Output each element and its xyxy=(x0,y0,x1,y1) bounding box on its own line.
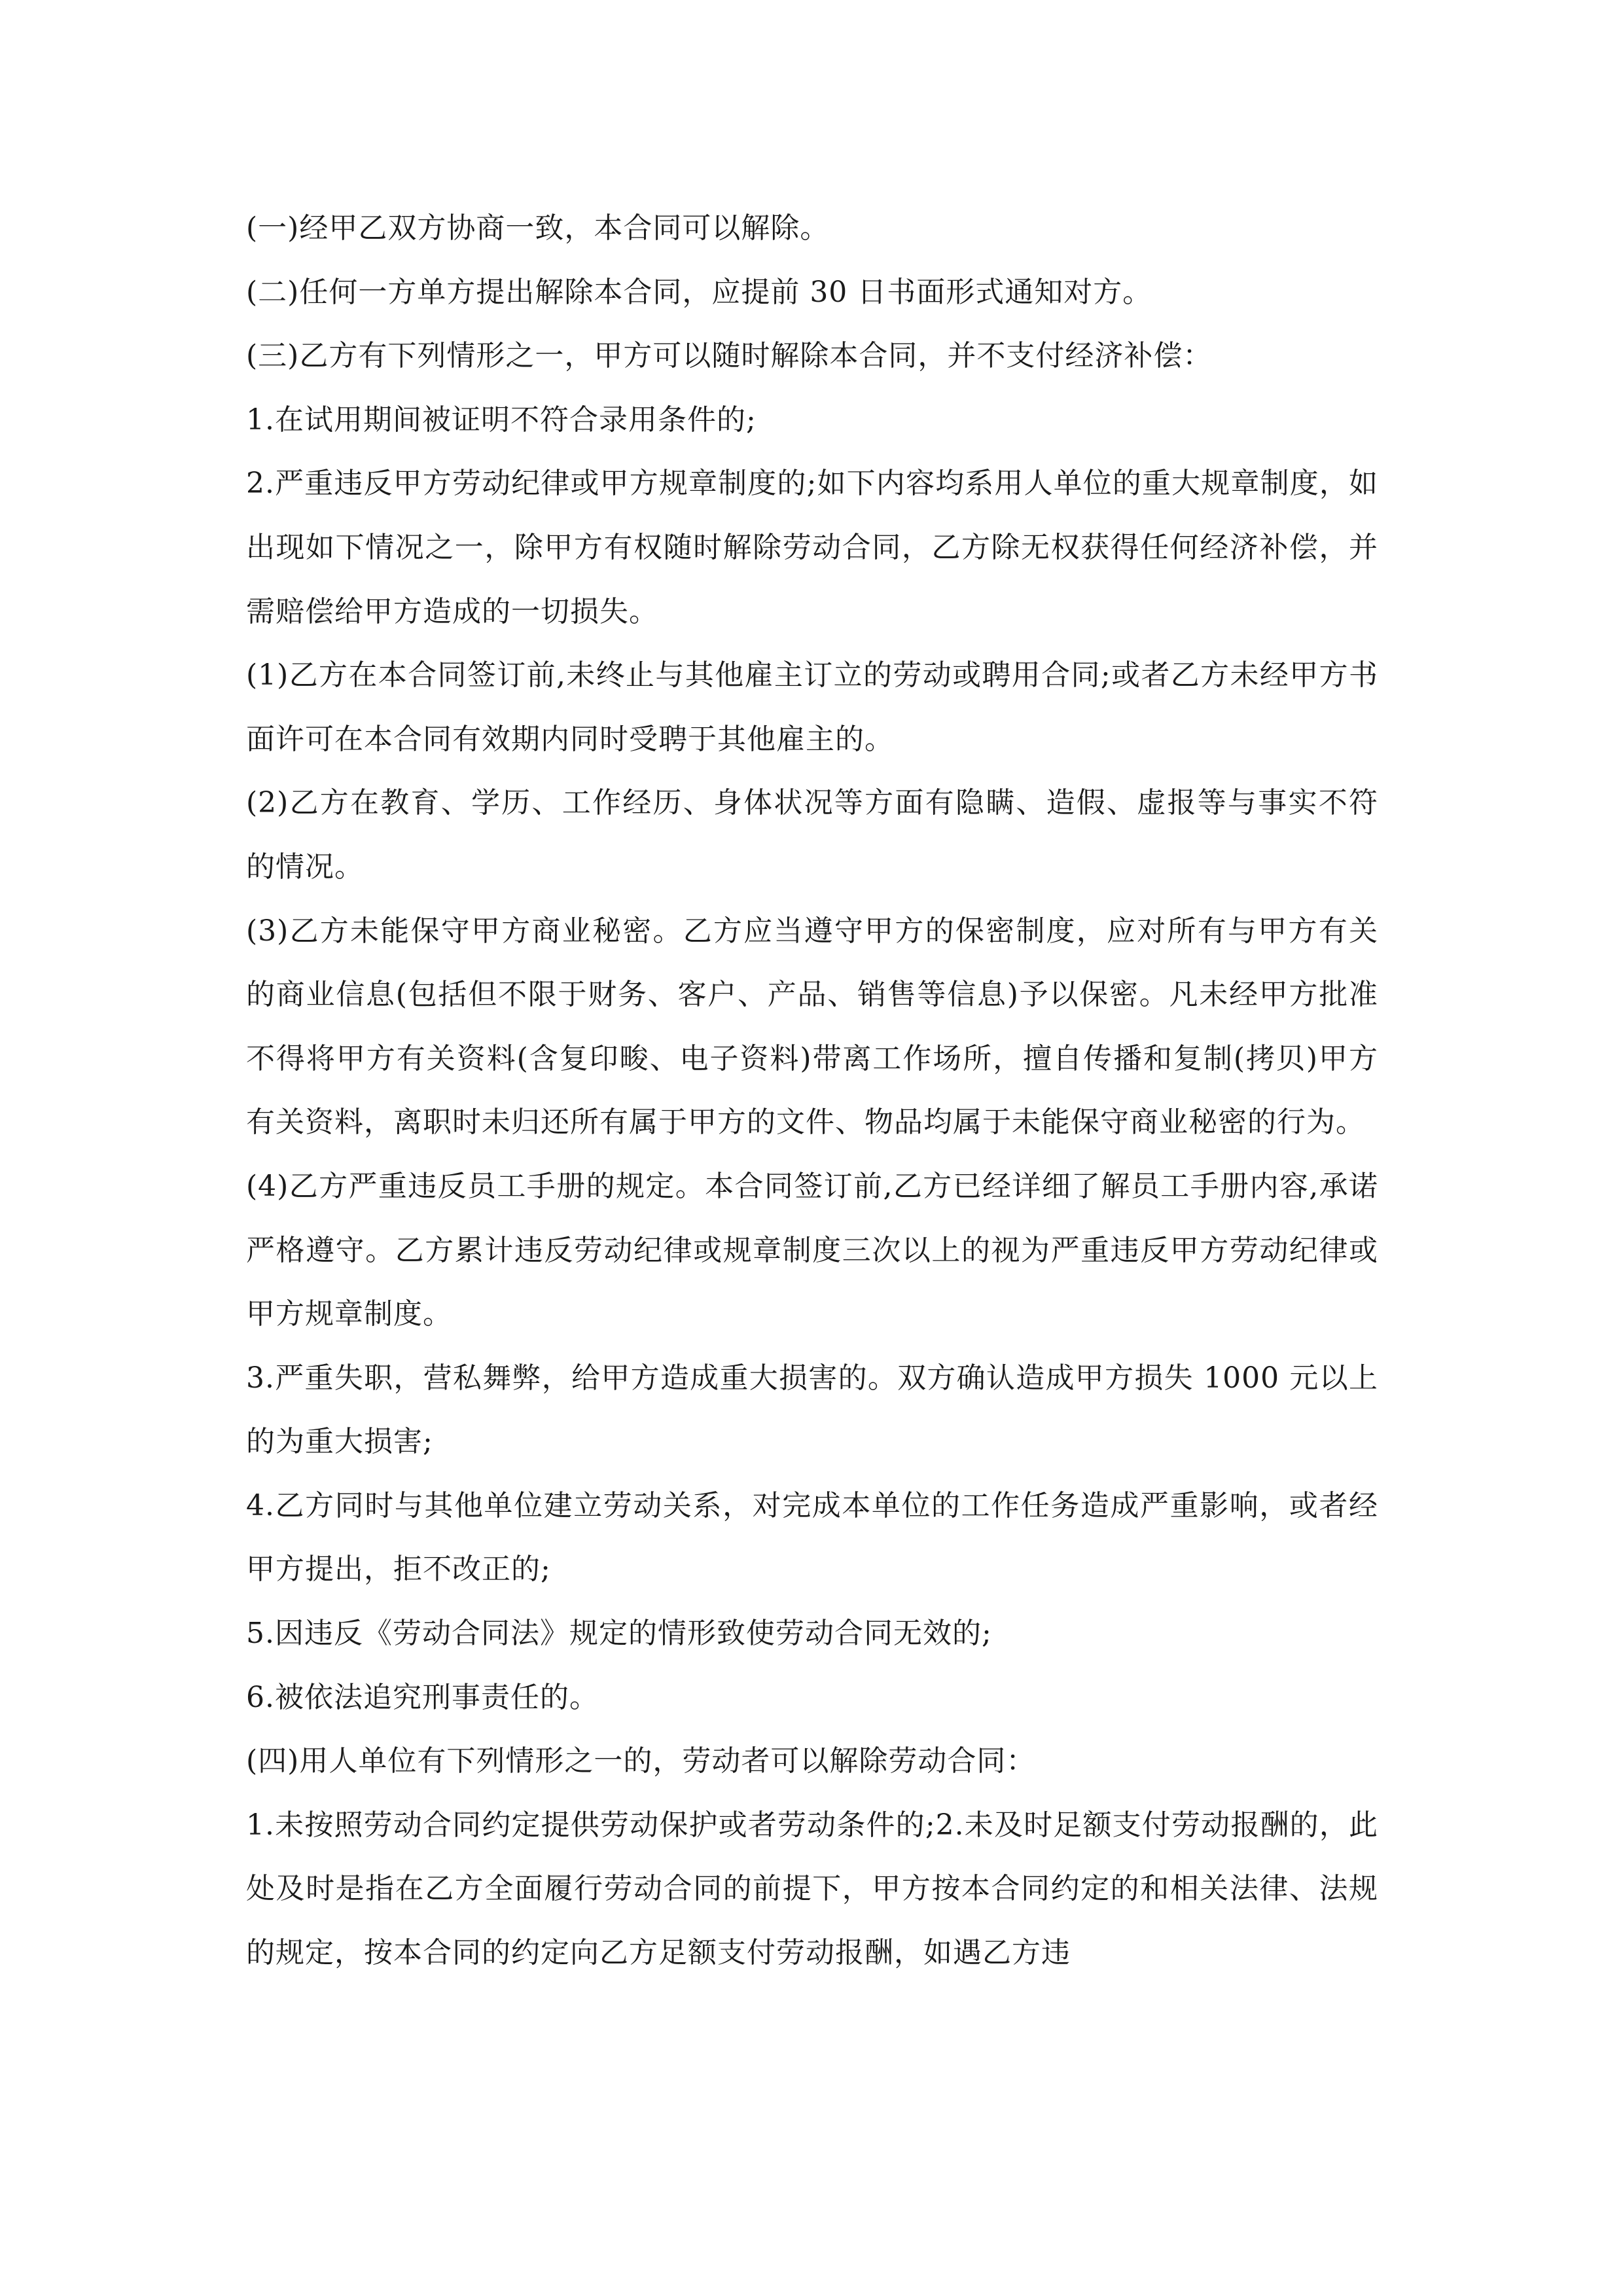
paragraph-employee-items: 1.未按照劳动合同约定提供劳动保护或者劳动条件的;2.未及时足额支付劳动报酬的，此处及时是指在乙方全面履行劳动合同的前提下，甲方按本合同约定的和相关法律、法规的规定，按本合同的约定向乙方足额支付劳动报酬，如遇乙方违 xyxy=(246,1808,1378,1970)
paragraph-item-4-dual-employment: 4.乙方同时与其他单位建立劳动关系，对完成本单位的工作任务造成严重影响，或者经甲方提出，拒不改正的; xyxy=(246,1488,1378,1587)
document-body xyxy=(246,196,1378,1985)
paragraph-item-2-violation: 2.严重违反甲方劳动纪律或甲方规章制度的;如下内容均系用人单位的重大规章制度，如出现如下情况之一，除甲方有权随时解除劳动合同，乙方除无权获得任何经济补偿，并需赔偿给甲方造成的一切损失。 xyxy=(246,467,1378,628)
paragraph-employer-termination-heading: (三)乙方有下列情形之一，甲方可以随时解除本合同，并不支付经济补偿： xyxy=(246,339,1213,373)
paragraph-item-3-negligence: 3.严重失职，营私舞弊，给甲方造成重大损害的。双方确认造成甲方损失 1000 元以上的为重大损害; xyxy=(246,1361,1378,1459)
paragraph-subitem-1: (1)乙方在本合同签订前,未终止与其他雇主订立的劳动或聘用合同;或者乙方未经甲方书面许可在本合同有效期内同时受聘于其他雇主的。 xyxy=(246,658,1378,756)
paragraph-employee-termination-heading: (四)用人单位有下列情形之一的，劳动者可以解除劳动合同： xyxy=(246,1744,1036,1778)
paragraph-unilateral-notice: (二)任何一方单方提出解除本合同，应提前 30 日书面形式通知对方。 xyxy=(246,275,1152,309)
paragraph-item-6-criminal: 6.被依法追究刑事责任的。 xyxy=(246,1680,599,1714)
paragraph-mutual-termination: (一)经甲乙双方协商一致，本合同可以解除。 xyxy=(246,211,830,245)
paragraph-subitem-2: (2)乙方在教育、学历、工作经历、身体状况等方面有隐瞒、造假、虚报等与事实不符的情况。 xyxy=(246,786,1378,884)
paragraph-item-5-invalid-contract: 5.因违反《劳动合同法》规定的情形致使劳动合同无效的; xyxy=(246,1617,992,1651)
paragraph-item-1-probation: 1.在试用期间被证明不符合录用条件的; xyxy=(246,403,757,437)
paragraph-subitem-4: (4)乙方严重违反员工手册的规定。本合同签订前,乙方已经详细了解员工手册内容,承诺严格遵守。乙方累计违反劳动纪律或规章制度三次以上的视为严重违反甲方劳动纪律或甲方规章制度。 xyxy=(246,1169,1378,1331)
paragraph-subitem-3: (3)乙方未能保守甲方商业秘密。乙方应当遵守甲方的保密制度，应对所有与甲方有关的商业信息(包括但不限于财务、客户、产品、销售等信息)予以保密。凡未经甲方批准不得将甲方有关资料(含复印畯、电子资料)带离工作场所，擅自传播和复制(拷贝)甲方有关资料，离职时未归还所有属于甲方的文件、物品均属于未能保守商业秘密的行为。 xyxy=(246,914,1378,1139)
